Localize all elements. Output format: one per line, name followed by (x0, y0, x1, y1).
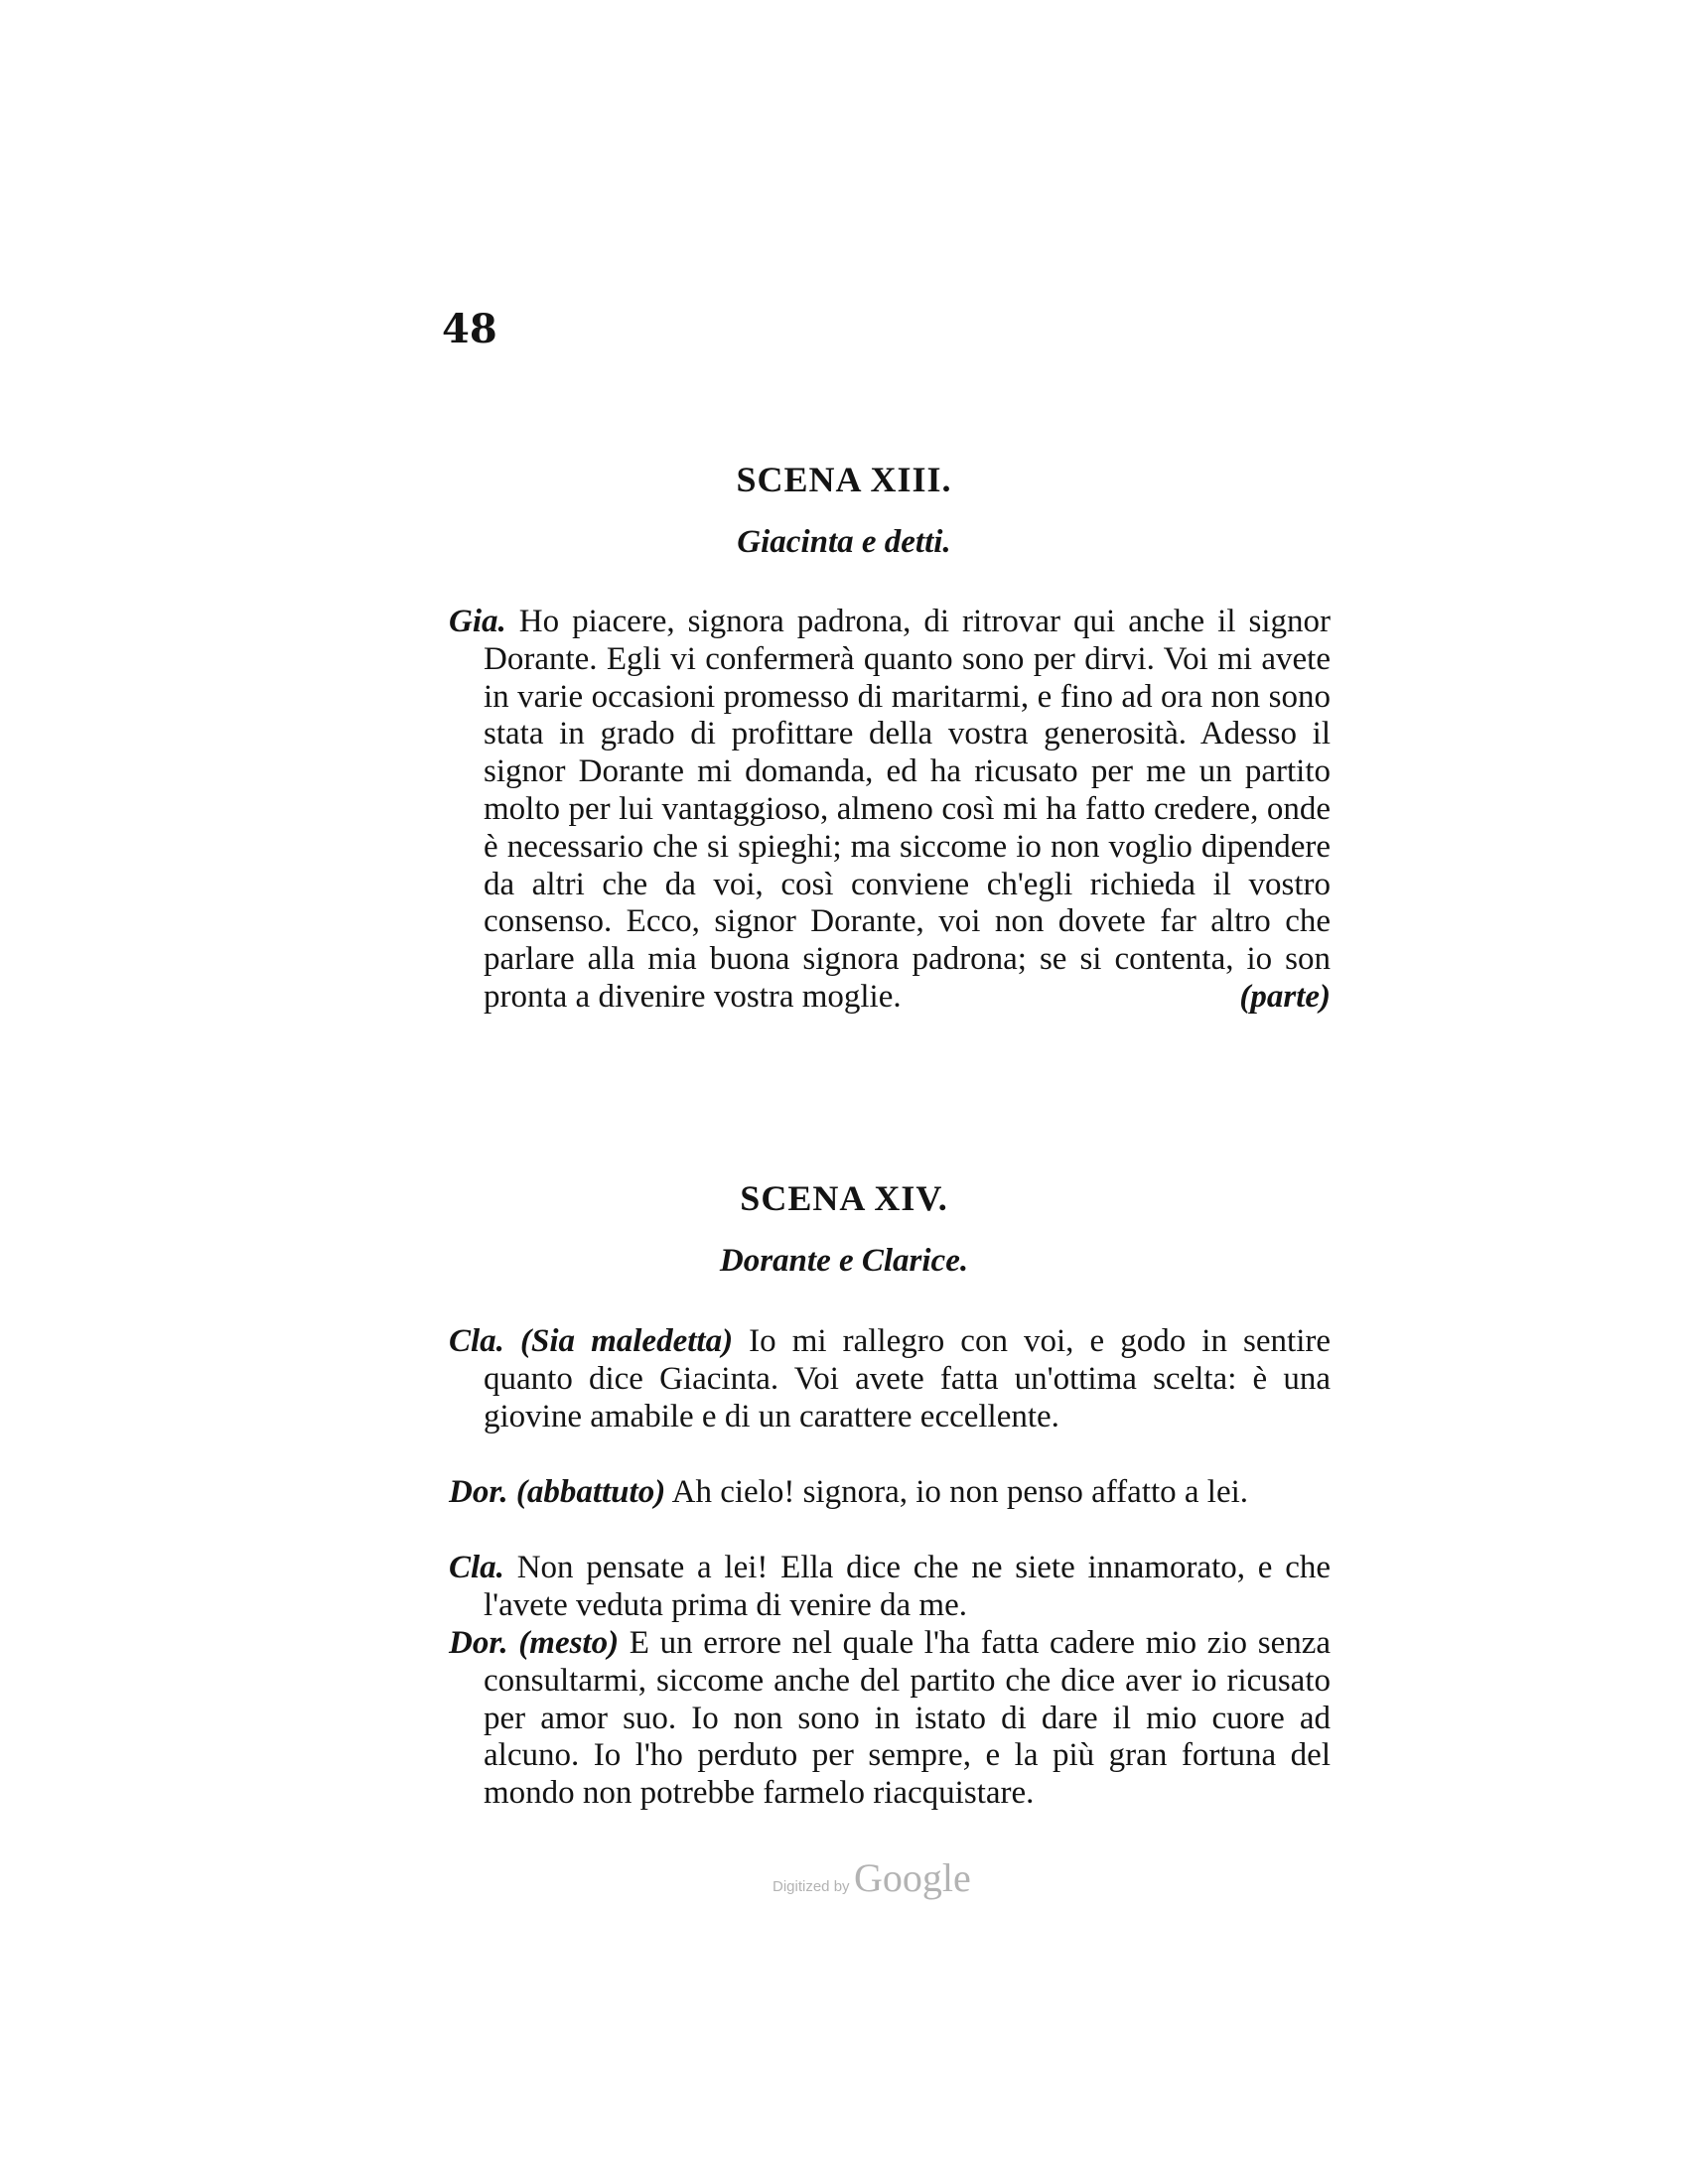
speech-text: Ah cielo! signora, io non penso affatto a lei. (671, 1474, 1249, 1510)
speaker-label: Dor. (449, 1474, 508, 1510)
stage-direction: (mesto) (518, 1625, 620, 1661)
speech (449, 1550, 1331, 1625)
speaker-label: Cla. (449, 1550, 504, 1585)
scene-heading: SCENA XIV. (740, 1178, 948, 1218)
watermark-prefix: Digitized by (773, 1878, 850, 1895)
speech-text: Non pensate a lei! Ella dice che ne siete innamorato, e che l'avete veduta prima di venire da me. (484, 1550, 1331, 1623)
scene-heading: SCENA XIII. (736, 460, 952, 499)
speech-text: Ho piacere, signora padrona, di ritrovar qui anche il signor Dorante. Egli vi confermerà quanto sono per dirvi. Voi mi avete in varie occasioni promesso di maritarmi, e fino ad ora non sono stata in grado di profittare della vostra generosità. Adesso il signor Dorante mi domanda, ed ha ricusato per me un partito molto per lui vantaggioso, almeno così mi ha fatto credere, onde è necessario che si spieghi; ma siccome io non voglio dipendere da altri che da voi, così conviene ch'egli richieda il vostro consenso. Ecco, signor Dorante, voi non dovete far altro che parlare alla mia buona signora padrona; se si contenta, io son pronta a divenire vostra moglie. (484, 604, 1332, 1015)
speech (449, 1474, 1331, 1512)
page-number: 48 (442, 306, 497, 352)
scene-characters: Giacinta e detti. (737, 524, 951, 560)
speech (449, 604, 1331, 1017)
speech (449, 1625, 1331, 1813)
speaker-label: Dor. (449, 1625, 508, 1661)
speech (449, 1323, 1331, 1435)
speaker-label: Cla. (449, 1323, 504, 1359)
stage-direction: (abbattuto) (515, 1474, 666, 1510)
speaker-label: Gia. (449, 604, 506, 639)
scene-characters: Dorante e Clarice. (719, 1243, 969, 1279)
speech-text: E un errore nel quale l'ha fatta cadere mio zio senza consultarmi, siccome anche del partito che dice aver io ricusato per amor suo. Io non sono in istato di dare il mio cuore ad alcuno. Io l'ho perduto per sempre, e la più gran fortuna del mondo non potrebbe farmelo riacquistare. (484, 1625, 1332, 1812)
google-logo: Google (854, 1855, 971, 1900)
digitized-watermark (773, 1854, 971, 1901)
stage-direction-exit: (parte) (1239, 978, 1331, 1015)
speech-text: Io mi rallegro con voi, e godo in sentire quanto dice Giacinta. Voi avete fatta un'ottima scelta: è una giovine amabile e di un carattere eccellente. (484, 1323, 1332, 1434)
stage-direction: (Sia maledetta) (520, 1323, 734, 1359)
